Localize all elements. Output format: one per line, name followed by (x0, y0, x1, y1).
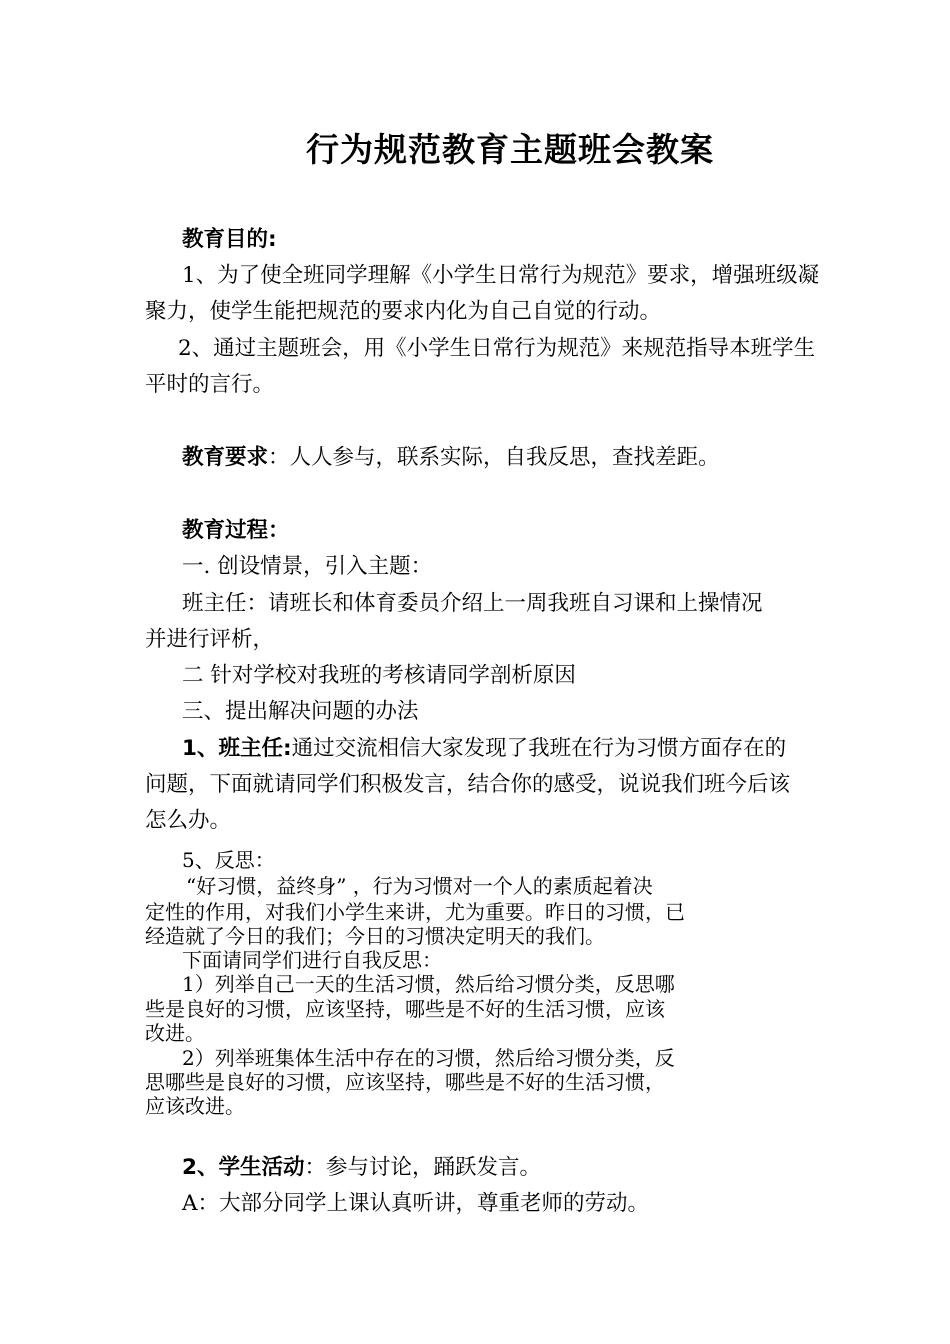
process-step3: 三、提出解决问题的办法 (182, 699, 419, 724)
reflect-line3: 经造就了今日的我们；今日的习惯决定明天的我们。 (145, 924, 605, 948)
process-heading: 教育过程： (182, 518, 290, 543)
process-step2: 二 针对学校对我班的考核请同学剖析原因 (182, 663, 576, 688)
reflect-line1: “好习惯，益终身” ，行为习惯对一个人的素质起着决 (186, 874, 653, 898)
requirement-line (182, 443, 720, 473)
reflect-heading: 5、反思： (182, 848, 275, 872)
purpose-p2-line2: 平时的言行。 (145, 372, 275, 397)
reflect-line5: 1）列举自己一天的生活习惯，然后给习惯分类，反思哪 (182, 972, 675, 996)
requirement-label: 教育要求 (182, 445, 269, 470)
item2-text: ：参与讨论，踊跃发言。 (304, 1155, 541, 1180)
item1-text: 通过交流相信大家发现了我班在行为习惯方面存在的 (291, 736, 787, 761)
reflect-line4: 下面请同学们进行自我反思： (182, 948, 442, 972)
reflect-line9: 思哪些是良好的习惯，应该坚持，哪些是不好的生活习惯， (145, 1070, 665, 1094)
process-teacher-line1: 班主任：请班长和体育委员介绍上一周我班自习课和上操情况 (182, 591, 763, 616)
reflect-line6: 些是良好的习惯，应该坚持，哪些是不好的生活习惯，应该 (145, 997, 665, 1021)
item1-line3: 怎么办。 (145, 808, 232, 833)
item2-line (182, 1153, 541, 1183)
process-step1: 一. 创设情景，引入主题： (182, 554, 433, 579)
process-teacher-line2: 并进行评析， (145, 627, 275, 652)
item1-label: 1、班主任: (182, 736, 292, 761)
purpose-p1-line1: 1、为了使全班同学理解《小学生日常行为规范》要求，增强班级凝 (182, 263, 820, 288)
purpose-p2-line1: 2、通过主题班会，用《小学生日常行为规范》来规范指导本班学生 (178, 336, 816, 361)
purpose-p1-line2: 聚力，使学生能把规范的要求内化为自己自觉的行动。 (145, 299, 662, 324)
answer-a: A：大部分同学上课认真听讲，尊重老师的劳动。 (182, 1191, 650, 1216)
requirement-text: ：人人参与，联系实际，自我反思，查找差距。 (268, 445, 720, 470)
reflect-line7: 改进。 (145, 1021, 205, 1045)
reflect-line10: 应该改进。 (145, 1094, 245, 1118)
purpose-heading: 教育目的: (182, 227, 277, 252)
page-title: 行为规范教育主题班会教案 (306, 130, 714, 169)
item2-label: 2、学生活动 (182, 1155, 305, 1180)
item1-line1 (182, 734, 786, 764)
reflect-line2: 定性的作用，对我们小学生来讲，尤为重要。昨日的习惯，已 (145, 900, 685, 924)
item1-line2: 问题，下面就请同学们积极发言，结合你的感受，说说我们班今后该 (145, 772, 791, 797)
reflect-line8: 2）列举班集体生活中存在的习惯，然后给习惯分类，反 (182, 1046, 675, 1070)
